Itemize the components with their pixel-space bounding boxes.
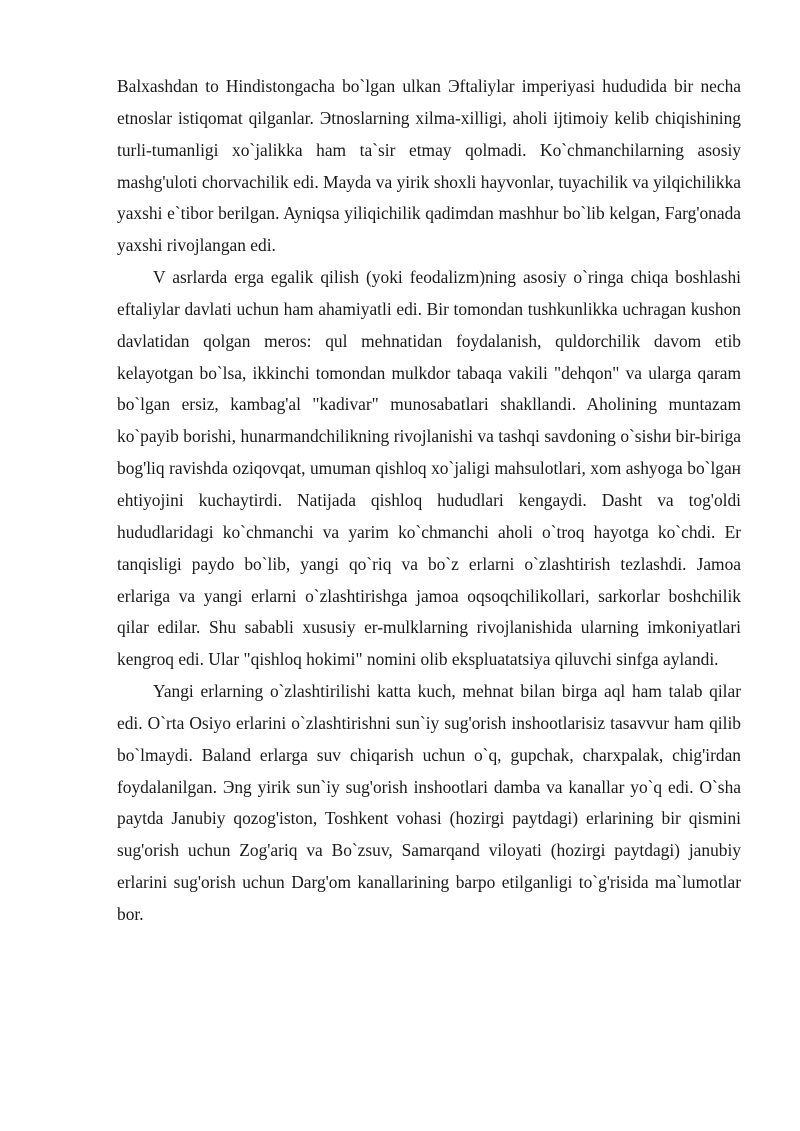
paragraph-3: Yangi erlarning o`zlashtirilishi katta kuch, mehnat bilan birga aql ham talab qilar edi. O`rta Osiyo erlarini o`zlashtirishni sun`iy sug'orish inshootlarisiz tasavvur ham qilib bo`lmaydi. Baland erlarga suv chiqarish uchun o`q, gupchak, charxpalak, chig'irdan foydalanilgan. Эng yirik sun`iy sug'orish inshootlari damba va kanallar yo`q edi. O`sha paytda Janubiy qozog'iston, Toshkent vohasi (hozirgi paytdagi) erlarining bir qismini sug'orish uchun Zog'ariq va Bo`zsuv, Samarqand viloyati (hozirgi paytdagi) janubiy erlarini sug'orish uchun Darg'om kanallarining barpo etilganligi to`g'risida ma`lumotlar bor. (117, 681, 741, 924)
document-body (117, 71, 741, 931)
paragraph-2: V asrlarda erga egalik qilish (yoki feodalizm)ning asosiy o`ringa chiqa boshlashi eftaliylar davlati uchun ham ahamiyatli edi. Bir tomondan tushkunlikka uchragan kushon davlatidan qolgan meros: qul mehnatidan foydalanish, quldorchilik davom etib kelayotgan bo`lsa, ikkinchi tomondan mulkdor tabaqa vakili "dehqon" va ularga qaram bo`lgan ersiz, kambag'al "kadivar" munosabatlari shakllandi. Aholining muntazam ko`payib borishi, hunarmandchilikning rivojlanishi va tashqi savdoning o`sishи bir-biriga bog'liq ravishda oziqovqat, umuman qishloq xo`jaligi mahsulotlari, xom ashyoga bo`lgaн ehtiyojini kuchaytirdi. Natijada qishloq hududlari kengaydi. Dasht va tog'oldi hududlaridagi ko`chmanchi va yarim ko`chmanchi aholi o`troq hayotga ko`chdi. Er tanqisligi paydo bo`lib, yangi qo`riq va bo`z erlarni o`zlashtirish tezlashdi. Jamoa erlariga va yangi erlarni o`zlashtirishga jamoa oqsoqchilikollari, sarkorlar boshchilik qilar edilar. Shu sababli xususiy er-mulklarning rivojlanishida ularning imkoniyatlari kengroq edi. Ular "qishloq hokimi" nomini olib ekspluatatsiya qiluvchi sinfga aylandi. (117, 267, 741, 670)
paragraph-1: Balxashdan to Hindistongacha bo`lgan ulkan Эftaliylar imperiyasi hududida bir necha etnoslar istiqomat qilganlar. Эtnoslarning xilma-xilligi, aholi ijtimoiy kelib chiqishining turli-tumanligi xo`jalikka ham ta`sir etmay qolmadi. Ko`chmanchilarning asosiy mashg'uloti chorvachilik edi. Mayda va yirik shoxli hayvonlar, tuyachilik va yilqichilikka yaxshi e`tibor berilgan. Ayniqsa yiliqichilik qadimdan mashhur bo`lib kelgan, Farg'onada yaxshi rivojlangan edi. (117, 76, 741, 256)
